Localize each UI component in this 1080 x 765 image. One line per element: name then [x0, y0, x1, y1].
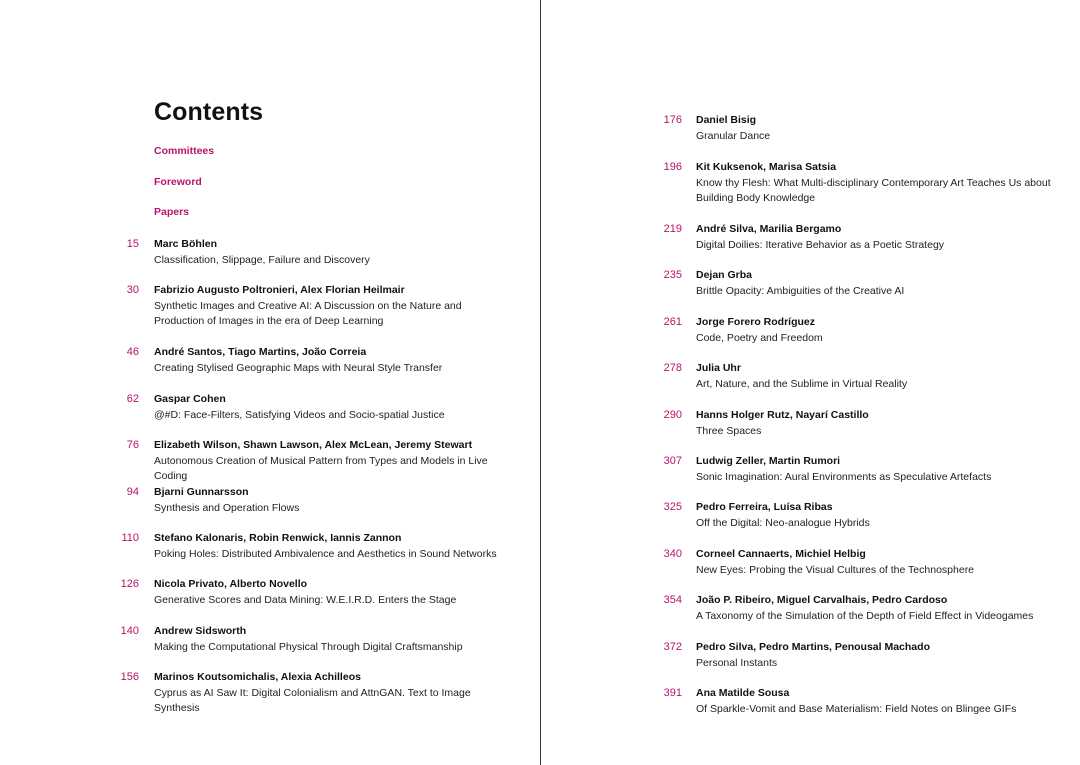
page-number: 196	[663, 161, 682, 173]
page-number: 46	[126, 346, 139, 358]
page-number: 235	[663, 269, 682, 281]
entry-title: Granular Dance	[696, 129, 771, 142]
entry-authors: André Santos, Tiago Martins, João Correia	[154, 346, 367, 358]
entry-authors: Ana Matilde Sousa	[696, 687, 790, 699]
section-foreword[interactable]: Foreword	[154, 176, 202, 188]
entry-authors: Bjarni Gunnarsson	[154, 486, 249, 498]
entry-authors: Fabrizio Augusto Poltronieri, Alex Florian Heilmair	[154, 284, 405, 296]
entry-authors: Ludwig Zeller, Martin Rumori	[696, 455, 841, 467]
entry-title: New Eyes: Probing the Visual Cultures of the Technosphere	[696, 563, 975, 576]
entry-authors: João P. Ribeiro, Miguel Carvalhais, Pedro Cardoso	[696, 594, 948, 606]
page-number: 15	[126, 238, 139, 250]
entry-authors: Nicola Privato, Alberto Novello	[154, 578, 308, 590]
entry-title: A Taxonomy of the Simulation of the Depth of Field Effect in Videogames	[696, 609, 1034, 622]
page-number: 76	[126, 439, 139, 451]
page-number: 354	[663, 594, 682, 606]
entry-title: Digital Doilies: Iterative Behavior as a Poetic Strategy	[696, 238, 945, 251]
entry-title: Brittle Opacity: Ambiguities of the Creative AI	[696, 284, 905, 297]
entry-title: Art, Nature, and the Sublime in Virtual Reality	[696, 377, 908, 390]
entry-authors: Elizabeth Wilson, Shawn Lawson, Alex McLean, Jeremy Stewart	[154, 439, 473, 451]
entry-authors: Daniel Bisig	[696, 114, 757, 126]
page-number: 219	[663, 223, 682, 235]
entry-authors: Hanns Holger Rutz, Nayarí Castillo	[696, 409, 869, 421]
entry-authors: Gaspar Cohen	[154, 393, 226, 405]
entry-title: Cyprus as AI Saw It: Digital Colonialism and AttnGAN. Text to Image Synthesis	[154, 686, 471, 714]
page-number: 340	[663, 548, 682, 560]
entry-title: Making the Computational Physical Through Digital Craftsmanship	[154, 640, 463, 653]
page-number: 261	[663, 316, 682, 328]
entry-title: Autonomous Creation of Musical Pattern from Types and Models in Live Coding	[154, 454, 488, 482]
entry-authors: Kit Kuksenok, Marisa Satsia	[696, 161, 837, 173]
entry-title: Off the Digital: Neo-analogue Hybrids	[696, 516, 870, 529]
page-number: 30	[126, 284, 139, 296]
entry-title: Creating Stylised Geographic Maps with Neural Style Transfer	[154, 361, 443, 374]
entry-authors: Stefano Kalonaris, Robin Renwick, Iannis Zannon	[154, 532, 402, 544]
page-number: 325	[663, 501, 682, 513]
page-number: 307	[663, 455, 682, 467]
page-number: 126	[120, 578, 139, 590]
entry-title: Personal Instants	[696, 656, 778, 669]
entry-title: Synthetic Images and Creative AI: A Discussion on the Nature and Production of Images in the era of Deep Learning	[154, 299, 462, 327]
page-number: 110	[121, 532, 139, 544]
page-number: 278	[663, 362, 682, 374]
entry-authors: Corneel Cannaerts, Michiel Helbig	[696, 548, 866, 560]
page-number: 62	[126, 393, 139, 405]
entry-authors: Marc Böhlen	[154, 238, 218, 250]
entry-title: Synthesis and Operation Flows	[154, 501, 300, 514]
entry-title: Poking Holes: Distributed Ambivalence and Aesthetics in Sound Networks	[154, 547, 497, 560]
entry-authors: Dejan Grba	[696, 269, 753, 281]
entry-authors: Pedro Silva, Pedro Martins, Penousal Machado	[696, 641, 930, 653]
page-number: 290	[663, 409, 682, 421]
right-page	[541, 0, 1080, 765]
entry-title: Of Sparkle-Vomit and Base Materialism: Field Notes on Blingee GIFs	[696, 702, 1017, 715]
section-papers[interactable]: Papers	[154, 206, 190, 218]
entry-title: Generative Scores and Data Mining: W.E.I.R.D. Enters the Stage	[154, 593, 457, 606]
page-number: 140	[120, 625, 139, 637]
page-number: 372	[663, 641, 682, 653]
entry-title: @#D: Face-Filters, Satisfying Videos and Socio-spatial Justice	[154, 408, 445, 421]
entry-authors: Pedro Ferreira, Luísa Ribas	[696, 501, 833, 513]
entry-title: Know thy Flesh: What Multi-disciplinary Contemporary Art Teaches Us about Building Body Knowledge	[696, 176, 1051, 204]
page-number: 391	[663, 687, 682, 699]
entry-title: Classification, Slippage, Failure and Discovery	[154, 253, 370, 266]
entry-authors: André Silva, Marilia Bergamo	[696, 223, 842, 235]
entry-title: Three Spaces	[696, 424, 762, 437]
entry-authors: Jorge Forero Rodríguez	[696, 316, 816, 328]
entry-authors: Marinos Koutsomichalis, Alexia Achilleos	[154, 671, 361, 683]
page-number: 176	[663, 114, 682, 126]
entry-title: Sonic Imagination: Aural Environments as Speculative Artefacts	[696, 470, 992, 483]
page-number: 94	[126, 486, 139, 498]
entry-authors: Julia Uhr	[696, 362, 741, 374]
entry-title: Code, Poetry and Freedom	[696, 331, 823, 344]
entry-authors: Andrew Sidsworth	[154, 625, 247, 637]
page-title: Contents	[154, 98, 264, 126]
page-number: 156	[120, 671, 139, 683]
section-committees[interactable]: Committees	[154, 145, 215, 157]
